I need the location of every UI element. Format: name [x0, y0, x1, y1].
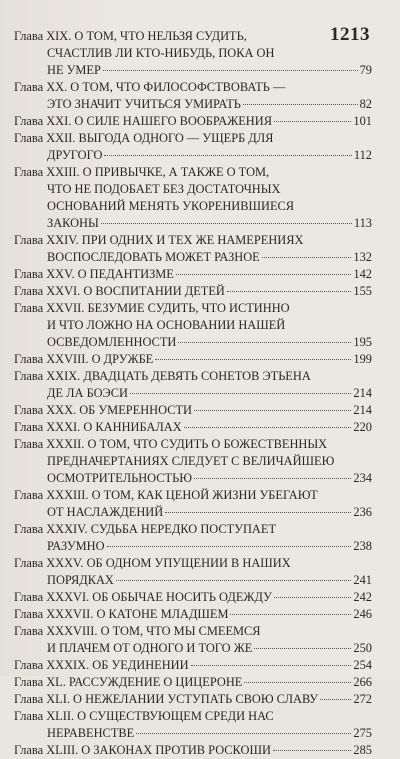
- dot-leader: [243, 104, 358, 105]
- toc-line: [14, 79, 372, 96]
- toc-entry: [14, 708, 372, 742]
- toc-entry: [14, 28, 372, 79]
- dot-leader: [184, 427, 352, 428]
- toc-line: [14, 674, 372, 691]
- toc-line: [14, 555, 372, 572]
- chapter-title-text: ВОСПОСЛЕДОВАТЬ МОЖЕТ РАЗНОЕ: [47, 250, 260, 264]
- chapter-page-number: 236: [353, 505, 372, 519]
- dot-leader: [136, 733, 351, 734]
- dot-leader: [274, 597, 352, 598]
- toc-entry: [14, 487, 372, 521]
- chapter-title-text: ПОРЯДКАХ: [47, 573, 114, 587]
- toc-entry: [14, 589, 372, 606]
- chapter-title-text: Глава XXX. ОБ УМЕРЕННОСТИ: [14, 403, 192, 417]
- chapter-page-number: 238: [353, 539, 372, 553]
- chapter-page-number: 254: [353, 658, 372, 672]
- chapter-title-text: ЭТО ЗНАЧИТ УЧИТЬСЯ УМИРАТЬ: [47, 97, 241, 111]
- toc-line: [14, 725, 372, 742]
- toc-line: [14, 606, 372, 623]
- toc-line: [14, 470, 372, 487]
- chapter-title-text: Глава XL. РАССУЖДЕНИЕ О ЦИЦЕРОНЕ: [14, 675, 243, 689]
- toc-line: [14, 402, 372, 419]
- toc-line: [14, 300, 372, 317]
- chapter-title-text: СЧАСТЛИВ ЛИ КТО-НИБУДЬ, ПОКА ОН: [47, 46, 275, 60]
- chapter-title-text: Глава XXXV. ОБ ОДНОМ УПУЩЕНИИ В НАШИХ: [14, 556, 291, 570]
- toc-line: [14, 572, 372, 589]
- chapter-title-text: РАЗУМНО: [47, 539, 105, 553]
- chapter-page-number: 195: [353, 335, 372, 349]
- chapter-title-text: Глава XXI. О СИЛЕ НАШЕГО ВООБРАЖЕНИЯ: [14, 114, 272, 128]
- toc-line: [14, 623, 372, 640]
- chapter-title-text: Глава XLII. О СУЩЕСТВУЮЩЕМ СРЕДИ НАС: [14, 709, 274, 723]
- chapter-page-number: 266: [353, 675, 372, 689]
- toc-entry: [14, 300, 372, 351]
- chapter-title-text: ДРУГОГО: [47, 148, 103, 162]
- toc-line: [14, 45, 372, 62]
- toc-line: [14, 113, 372, 130]
- toc-entry: [14, 623, 372, 657]
- chapter-title-text: ЗАКОНЫ: [47, 216, 99, 230]
- toc-line: [14, 521, 372, 538]
- chapter-title-text: Глава XX. О ТОМ, ЧТО ФИЛОСОФСТВОВАТЬ —: [14, 80, 286, 94]
- chapter-title-text: НЕ УМЕР: [47, 63, 101, 77]
- toc-line: [14, 96, 372, 113]
- chapter-page-number: 82: [359, 97, 372, 111]
- toc-entry: [14, 674, 372, 691]
- dot-leader: [104, 155, 351, 156]
- chapter-title-text: Глава XXXVI. ОБ ОБЫЧАЕ НОСИТЬ ОДЕЖДУ: [14, 590, 272, 604]
- toc-line: [14, 147, 372, 164]
- chapter-page-number: 113: [353, 216, 372, 230]
- toc-line: [14, 640, 372, 657]
- toc-line: [14, 130, 372, 147]
- dot-leader: [155, 359, 351, 360]
- toc-line: [14, 28, 372, 45]
- chapter-title-text: Глава XXXVIII. О ТОМ, ЧТО МЫ СМЕЕМСЯ: [14, 624, 261, 638]
- chapter-title-text: Глава XXVIII. О ДРУЖБЕ: [14, 352, 154, 366]
- chapter-page-number: 242: [353, 590, 372, 604]
- toc-line: [14, 232, 372, 249]
- page-number: 1213: [330, 24, 370, 45]
- toc-line: [14, 181, 372, 198]
- chapter-page-number: 234: [353, 471, 372, 485]
- toc-entry: [14, 113, 372, 130]
- chapter-page-number: 132: [353, 250, 372, 264]
- chapter-title-text: Глава XXVII. БЕЗУМИЕ СУДИТЬ, ЧТО ИСТИННО: [14, 301, 290, 315]
- toc-line: [14, 215, 372, 232]
- chapter-title-text: Глава XXXIX. ОБ УЕДИНЕНИИ: [14, 658, 189, 672]
- chapter-page-number: 246: [353, 607, 372, 621]
- toc-line: [14, 266, 372, 283]
- chapter-page-number: 272: [353, 692, 372, 706]
- chapter-page-number: 79: [359, 63, 372, 77]
- dot-leader: [244, 682, 351, 683]
- toc-entry: [14, 164, 372, 232]
- chapter-title-text: Глава XXVI. О ВОСПИТАНИИ ДЕТЕЙ: [14, 284, 225, 298]
- toc-line: [14, 504, 372, 521]
- dot-leader: [230, 614, 351, 615]
- toc-line: [14, 453, 372, 470]
- toc-entry: [14, 79, 372, 113]
- chapter-page-number: 285: [353, 743, 372, 757]
- toc-entry: [14, 130, 372, 164]
- dot-leader: [178, 342, 351, 343]
- dot-leader: [227, 291, 352, 292]
- dot-leader: [194, 410, 351, 411]
- toc-line: [14, 385, 372, 402]
- chapter-title-text: И ЧТО ЛОЖНО НА ОСНОВАНИИ НАШЕЙ: [47, 318, 286, 332]
- chapter-title-text: Глава XLI. О НЕЖЕЛАНИИ УСТУПАТЬ СВОЮ СЛАВУ: [14, 692, 319, 706]
- chapter-title-text: ОСМОТРИТЕЛЬНОСТЬЮ: [47, 471, 192, 485]
- chapter-title-text: ПРЕДНАЧЕРТАНИЯХ СЛЕДУЕТ С ВЕЛИЧАЙШЕЮ: [47, 454, 335, 468]
- toc-line: [14, 351, 372, 368]
- table-of-contents: [14, 28, 372, 759]
- chapter-title-text: Глава XXII. ВЫГОДА ОДНОГО — УЩЕРБ ДЛЯ: [14, 131, 274, 145]
- toc-entry: [14, 691, 372, 708]
- toc-entry: [14, 657, 372, 674]
- chapter-title-text: Глава XIX. О ТОМ, ЧТО НЕЛЬЗЯ СУДИТЬ,: [14, 29, 247, 43]
- toc-entry: [14, 521, 372, 555]
- chapter-page-number: 155: [353, 284, 372, 298]
- chapter-title-text: ЧТО НЕ ПОДОБАЕТ БЕЗ ДОСТАТОЧНЫХ: [47, 182, 281, 196]
- chapter-page-number: 142: [353, 267, 372, 281]
- toc-line: [14, 436, 372, 453]
- chapter-page-number: 112: [353, 148, 372, 162]
- toc-entry: [14, 351, 372, 368]
- toc-line: [14, 62, 372, 79]
- chapter-title-text: Глава XXXII. О ТОМ, ЧТО СУДИТЬ О БОЖЕСТВЕННЫХ: [14, 437, 328, 451]
- chapter-page-number: 101: [353, 114, 372, 128]
- toc-line: [14, 317, 372, 334]
- toc-line: [14, 368, 372, 385]
- chapter-title-text: Глава XXV. О ПЕДАНТИЗМЕ: [14, 267, 174, 281]
- toc-entry: [14, 742, 372, 759]
- toc-line: [14, 283, 372, 300]
- chapter-title-text: ОСНОВАНИЙ МЕНЯТЬ УКОРЕНИВШИЕСЯ: [47, 199, 295, 213]
- toc-line: [14, 589, 372, 606]
- chapter-title-text: Глава XXXIII. О ТОМ, КАК ЦЕНОЙ ЖИЗНИ УБЕГАЮТ: [14, 488, 318, 502]
- toc-line: [14, 742, 372, 759]
- toc-entry: [14, 232, 372, 266]
- dot-leader: [130, 393, 351, 394]
- chapter-title-text: Глава XXIII. О ПРИВЫЧКЕ, А ТАКЖЕ О ТОМ,: [14, 165, 270, 179]
- dot-leader: [274, 121, 351, 122]
- toc-entry: [14, 402, 372, 419]
- dot-leader: [191, 665, 352, 666]
- toc-entry: [14, 283, 372, 300]
- dot-leader: [107, 546, 352, 547]
- dot-leader: [101, 223, 352, 224]
- chapter-title-text: Глава XLIII. О ЗАКОНАХ ПРОТИВ РОСКОШИ: [14, 743, 271, 757]
- chapter-title-text: И ПЛАЧЕМ ОТ ОДНОГО И ТОГО ЖЕ: [47, 641, 253, 655]
- toc-entry: [14, 436, 372, 487]
- chapter-title-text: Глава XXIX. ДВАДЦАТЬ ДЕВЯТЬ СОНЕТОВ ЭТЬЕНА: [14, 369, 311, 383]
- dot-leader: [194, 478, 351, 479]
- toc-line: [14, 164, 372, 181]
- dot-leader: [103, 70, 358, 71]
- chapter-title-text: Глава XXIV. ПРИ ОДНИХ И ТЕХ ЖЕ НАМЕРЕНИЯХ: [14, 233, 304, 247]
- chapter-title-text: ДЕ ЛА БОЭСИ: [47, 386, 128, 400]
- toc-entry: [14, 555, 372, 589]
- chapter-page-number: 214: [353, 403, 372, 417]
- toc-entry: [14, 606, 372, 623]
- chapter-title-text: ОТ НАСЛАЖДЕНИЙ: [47, 505, 164, 519]
- toc-entry: [14, 266, 372, 283]
- toc-line: [14, 249, 372, 266]
- toc-line: [14, 334, 372, 351]
- toc-line: [14, 198, 372, 215]
- chapter-page-number: 199: [353, 352, 372, 366]
- chapter-page-number: 250: [353, 641, 372, 655]
- chapter-title-text: НЕРАВЕНСТВЕ: [47, 726, 135, 740]
- dot-leader: [320, 699, 351, 700]
- toc-line: [14, 708, 372, 725]
- dot-leader: [273, 750, 351, 751]
- dot-leader: [254, 648, 351, 649]
- chapter-page-number: 214: [353, 386, 372, 400]
- chapter-page-number: 275: [353, 726, 372, 740]
- toc-line: [14, 657, 372, 674]
- chapter-page-number: 241: [353, 573, 372, 587]
- chapter-title-text: ОСВЕДОМЛЕННОСТИ: [47, 335, 177, 349]
- toc-line: [14, 691, 372, 708]
- chapter-page-number: 220: [353, 420, 372, 434]
- toc-entry: [14, 368, 372, 402]
- chapter-title-text: Глава XXXI. О КАННИБАЛАХ: [14, 420, 182, 434]
- dot-leader: [176, 274, 352, 275]
- dot-leader: [165, 512, 351, 513]
- toc-line: [14, 487, 372, 504]
- toc-entry: [14, 419, 372, 436]
- dot-leader: [116, 580, 352, 581]
- toc-line: [14, 419, 372, 436]
- toc-line: [14, 538, 372, 555]
- chapter-title-text: Глава XXXIV. СУДЬБА НЕРЕДКО ПОСТУПАЕТ: [14, 522, 277, 536]
- chapter-title-text: Глава XXXVII. О КАТОНЕ МЛАДШЕМ: [14, 607, 229, 621]
- dot-leader: [262, 257, 352, 258]
